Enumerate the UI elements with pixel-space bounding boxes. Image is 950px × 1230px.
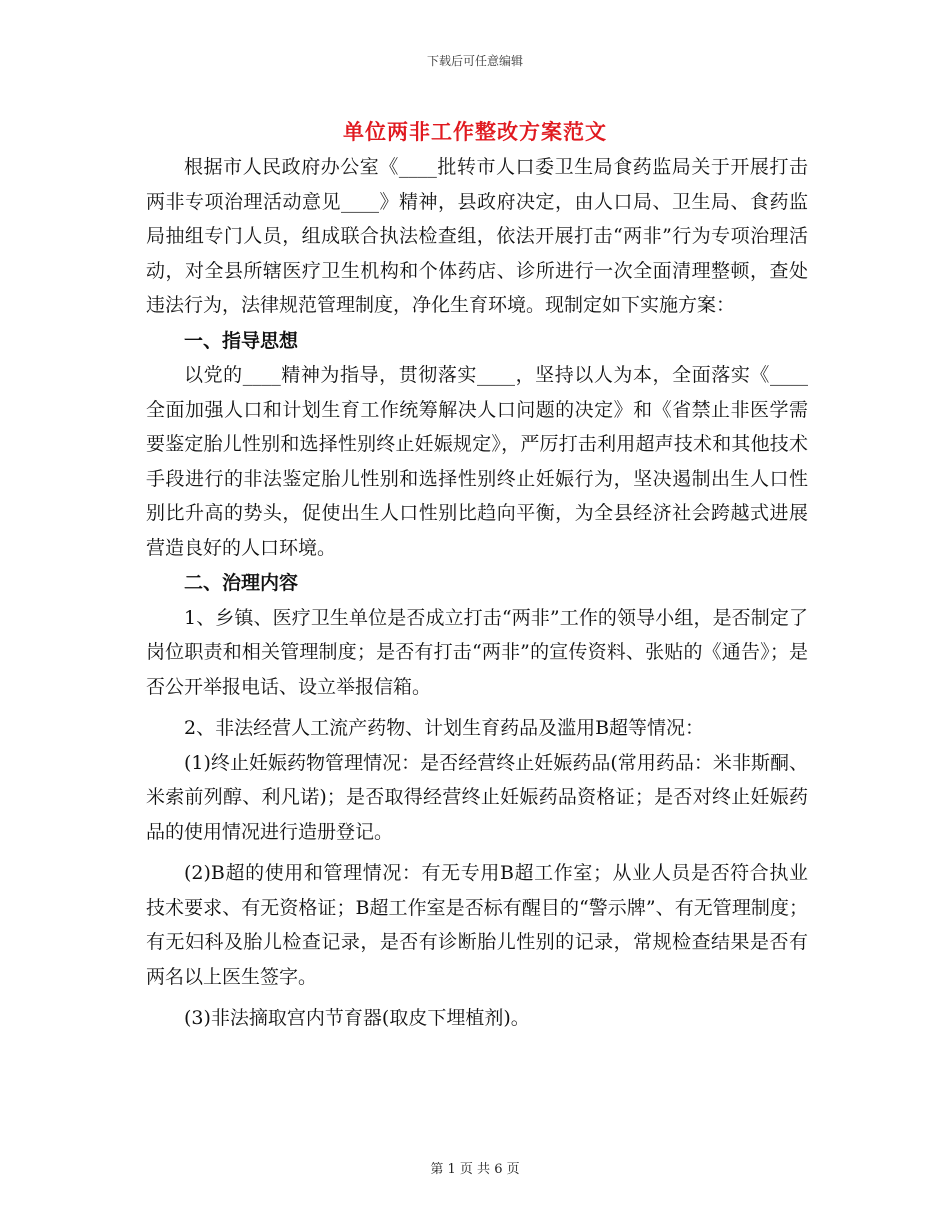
sub-item-3-paragraph: (3)非法摘取宫内节育器(取皮下埋植剂)。 [184,1007,530,1029]
item-2-paragraph: 2、非法经营人工流产药物、计划生育药品及滥用B超等情况： [184,717,705,739]
guiding-ideology-paragraph: 以党的____精神为指导，贯彻落实____，坚持以人为本，全面落实《____全面加强人口和计划生育工作统筹解决人口问题的决定》和《省禁止非医学需要鉴定胎儿性别和选择性别终止妊娠规定》，严厉打击利用超声技术和其他技术手段进行的非法鉴定胎儿性别和选择性别终止妊娠行为，坚决遏制出生人口性别比升高的势头，促使出生人口性别比趋向平衡，为全县经济社会跨越式进展营造良好的人口环境。 [146,364,808,559]
sub-item-2-paragraph: (2)B超的使用和管理情况：有无专用B超工作室；从业人员是否符合执业技术要求、有无资格证；B超工作室是否标有醒目的“警示牌”、有无管理制度；有无妇科及胎儿检查记录，是否有诊断胎儿性别的记录，常规检查结果是否有两名以上医生签字。 [146,862,808,988]
item-1-paragraph: 1、乡镇、医疗卫生单位是否成立打击“两非”工作的领导小组，是否制定了岗位职责和相关管理制度；是否有打击“两非”的宣传资料、张贴的《通告》；是否公开举报电话、设立举报信箱。 [146,606,808,698]
document-title: 单位两非工作整改方案范文 [343,119,607,144]
document-body [146,150,808,1036]
sub-item-1-paragraph: (1)终止妊娠药物管理情况：是否经营终止妊娠药品(常用药品：米非斯酮、米索前列醇、利凡诺)；是否取得经营终止妊娠药品资格证；是否对终止妊娠药品的使用情况进行造册登记。 [146,751,808,843]
page-number-footer: 第 1 页 共 6 页 [430,1162,520,1177]
intro-paragraph: 根据市人民政府办公室《____批转市人口委卫生局食药监局关于开展打击两非专项治理活动意见____》精神，县政府决定，由人口局、卫生局、食药监局抽组专门人员，组成联合执法检查组，依法开展打击“两非”行为专项治理活动，对全县所辖医疗卫生机构和个体药店、诊所进行一次全面清理整顿，查处违法行为，法律规范管理制度，净化生育环境。现制定如下实施方案： [146,156,808,316]
page-header-note: 下载后可任意编辑 [426,54,523,68]
section-heading-governance-content: 二、治理内容 [184,572,299,594]
section-heading-guiding-ideology: 一、指导思想 [184,329,299,352]
